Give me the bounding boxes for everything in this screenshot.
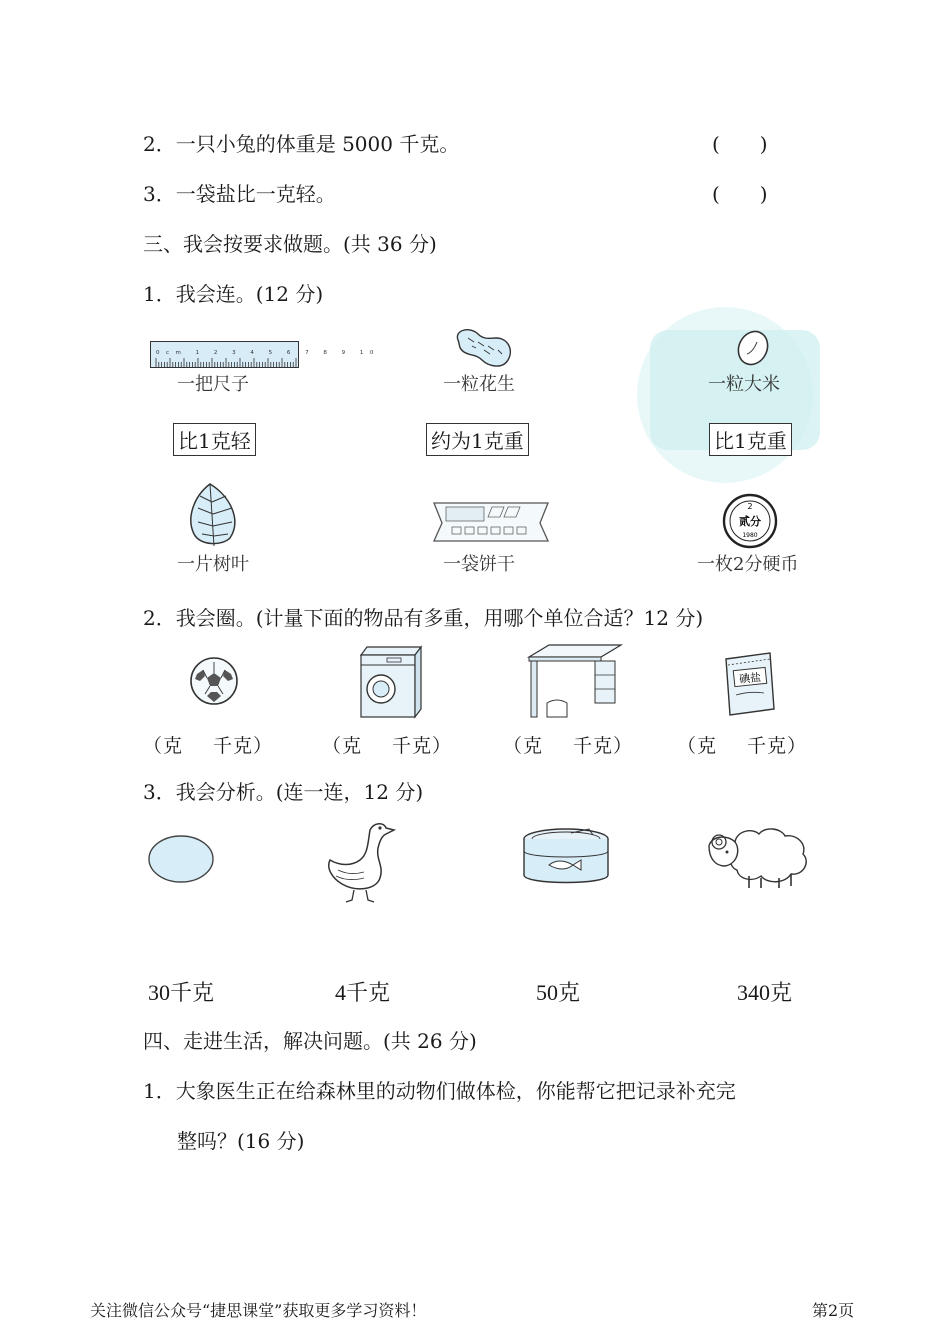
close-paren: ） — [253, 735, 274, 757]
answer-paren-2[interactable]: ( ) — [712, 132, 768, 156]
weight-340g[interactable]: 340克 — [737, 980, 793, 1005]
page-number: 第2页 — [812, 1301, 855, 1320]
unit-choice-washer[interactable] — [322, 731, 452, 758]
unit-gram[interactable]: 克 — [342, 735, 363, 757]
close-paren: ） — [432, 735, 453, 757]
coin-value: 2 — [747, 502, 753, 511]
section4-q1-line2: 整吗？(16 分) — [177, 1129, 305, 1153]
q1-title: 1．我会连。(12 分) — [143, 282, 324, 306]
judge-item-2: 2．一只小兔的体重是 5000 千克。 — [143, 132, 460, 156]
weight-box-heavier[interactable]: 比1克重 — [709, 423, 792, 456]
ruler-tick-labels: 0cm 1 2 3 4 5 6 7 8 9 10 — [156, 350, 380, 356]
unit-kilogram[interactable]: 千克 — [573, 735, 614, 757]
coin-year: 1980 — [742, 532, 758, 539]
coin-chinese: 贰分 — [739, 515, 761, 528]
egg-icon — [147, 833, 217, 885]
unit-choice-football[interactable] — [143, 731, 273, 758]
open-paren: （ — [322, 735, 343, 757]
weight-4kg[interactable]: 4千克 — [335, 980, 391, 1005]
unit-gram[interactable]: 克 — [163, 735, 184, 757]
unit-choice-desk[interactable] — [503, 731, 633, 758]
caption-peanut: 一粒花生 — [443, 374, 515, 395]
rice-grain-icon — [733, 328, 773, 368]
section4-q1-line1: 1．大象医生正在给森林里的动物们做体检，你能帮它把记录补充完 — [143, 1079, 736, 1103]
close-paren: ） — [613, 735, 634, 757]
peanut-icon — [452, 326, 514, 370]
open-paren: （ — [677, 735, 698, 757]
section3-heading: 三、我会按要求做题。(共 36 分) — [143, 232, 437, 256]
weight-box-lighter[interactable]: 比1克轻 — [173, 423, 256, 456]
open-paren: （ — [143, 735, 164, 757]
weight-50g[interactable]: 50克 — [536, 980, 581, 1005]
leaf-icon — [186, 480, 242, 550]
coin-icon — [722, 493, 778, 549]
unit-kilogram[interactable]: 千克 — [213, 735, 254, 757]
caption-biscuits: 一袋饼干 — [443, 554, 515, 575]
footer-promo: 关注微信公众号“捷思课堂”获取更多学习资料！ — [90, 1301, 427, 1320]
caption-coin: 一枚2分硬币 — [697, 554, 799, 575]
salt-label: 碘盐 — [738, 670, 762, 687]
answer-paren-3[interactable]: ( ) — [712, 182, 768, 206]
caption-leaf: 一片树叶 — [177, 554, 249, 575]
desk-icon — [527, 643, 623, 719]
unit-choice-salt[interactable] — [677, 731, 807, 758]
close-paren: ） — [787, 735, 808, 757]
caption-rice: 一粒大米 — [708, 374, 780, 395]
caption-ruler: 一把尺子 — [177, 374, 249, 395]
q2-title: 2．我会圈。(计量下面的物品有多重，用哪个单位合适？12 分) — [143, 606, 704, 630]
q3-title: 3．我会分析。(连一连，12 分) — [143, 780, 424, 804]
unit-gram[interactable]: 克 — [523, 735, 544, 757]
unit-gram[interactable]: 克 — [697, 735, 718, 757]
washing-machine-icon — [357, 643, 423, 719]
ruler-icon — [150, 341, 380, 369]
unit-kilogram[interactable]: 千克 — [747, 735, 788, 757]
football-icon — [189, 656, 239, 706]
weight-box-about[interactable]: 约为1克重 — [426, 423, 529, 456]
section4-heading: 四、走进生活，解决问题。(共 26 分) — [143, 1029, 477, 1053]
fish-can-icon — [521, 827, 611, 889]
open-paren: （ — [503, 735, 524, 757]
sheep-icon — [705, 824, 811, 890]
goose-icon — [322, 820, 396, 904]
judge-item-3: 3．一袋盐比一克轻。 — [143, 182, 336, 206]
unit-kilogram[interactable]: 千克 — [392, 735, 433, 757]
weight-30kg[interactable]: 30千克 — [148, 980, 215, 1005]
salt-bag-icon — [720, 651, 778, 717]
biscuit-bag-icon — [428, 497, 554, 547]
